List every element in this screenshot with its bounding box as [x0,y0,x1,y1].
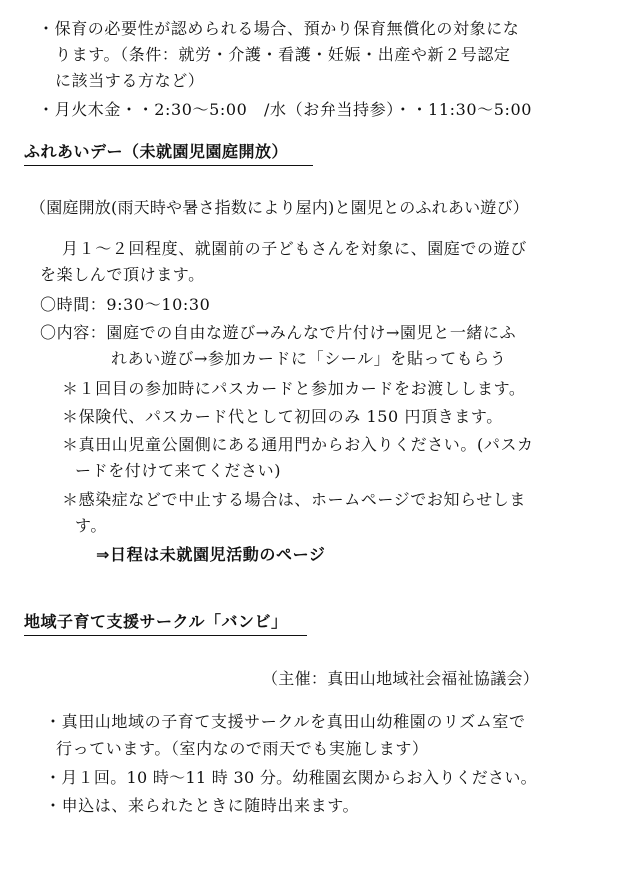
fureai-heading: ふれあいデー（未就園児園庭開放） [24,142,289,161]
fureai-heading-underline [24,165,313,166]
bambi-organizer: （主催：真田山地域社会福祉協議会） [262,669,540,688]
intro-line-2: ります。（条件：就労・介護・看護・妊娠・出産や新２号認定 [55,45,511,64]
bambi-heading-underline [24,635,307,636]
bambi-line-3: ・月１回。10 時～11 時 30 分。幼稚園玄関からお入りください。 [45,768,537,787]
bambi-line-1: ・真田山地域の子育て支援サークルを真田山幼稚園のリズム室で [45,712,526,731]
fureai-paragraph-line-2: を楽しんで頂けます。 [40,265,205,284]
fureai-note-3-line-1: ＊真田山児童公園側にある通用門からお入りください。(パスカ [62,435,534,454]
fureai-note-4-line-1: ＊感染症などで中止する場合は、ホームページでお知らせしま [62,490,527,509]
fureai-paragraph-line-1: 月１～２回程度、就園前の子どもさんを対象に、園庭での遊び [62,239,527,258]
fureai-schedule-link[interactable]: ⇒日程は未就園児活動のページ [96,545,326,564]
bambi-line-4: ・申込は、来られたときに随時出来ます。 [45,796,360,815]
fureai-content-line-2: れあい遊び→参加カードに「シール」を貼ってもらう [111,349,507,368]
fureai-note-1: ＊１回目の参加時にパスカードと参加カードをお渡しします。 [62,379,526,398]
fureai-note-2: ＊保険代、パスカード代として初回のみ 150 円頂きます。 [62,407,503,426]
fureai-subtitle: （園庭開放(雨天時や暑さ指数により屋内)と園児とのふれあい遊び） [30,198,529,217]
fureai-note-3-line-2: ードを付けて来てください) [75,461,282,480]
bambi-line-2: 行っています。（室内なので雨天でも実施します） [56,739,429,758]
fureai-note-4-line-2: す。 [75,516,107,535]
intro-hours: ・月火木金・・2:30～5:00 /水（お弁当持参）・・11:30～5:00 [38,100,533,119]
intro-line-3: に該当する方など） [55,71,205,90]
fureai-content-line-1: 〇内容：園庭での自由な遊び→みんなで片付け→園児と一緒にふ [40,323,517,342]
fureai-time: 〇時間：9:30～10:30 [40,295,211,314]
intro-line-1: ・保育の必要性が認められる場合、預かり保育無償化の対象にな [38,19,520,38]
bambi-heading: 地域子育て支援サークル「バンビ」 [24,612,288,631]
